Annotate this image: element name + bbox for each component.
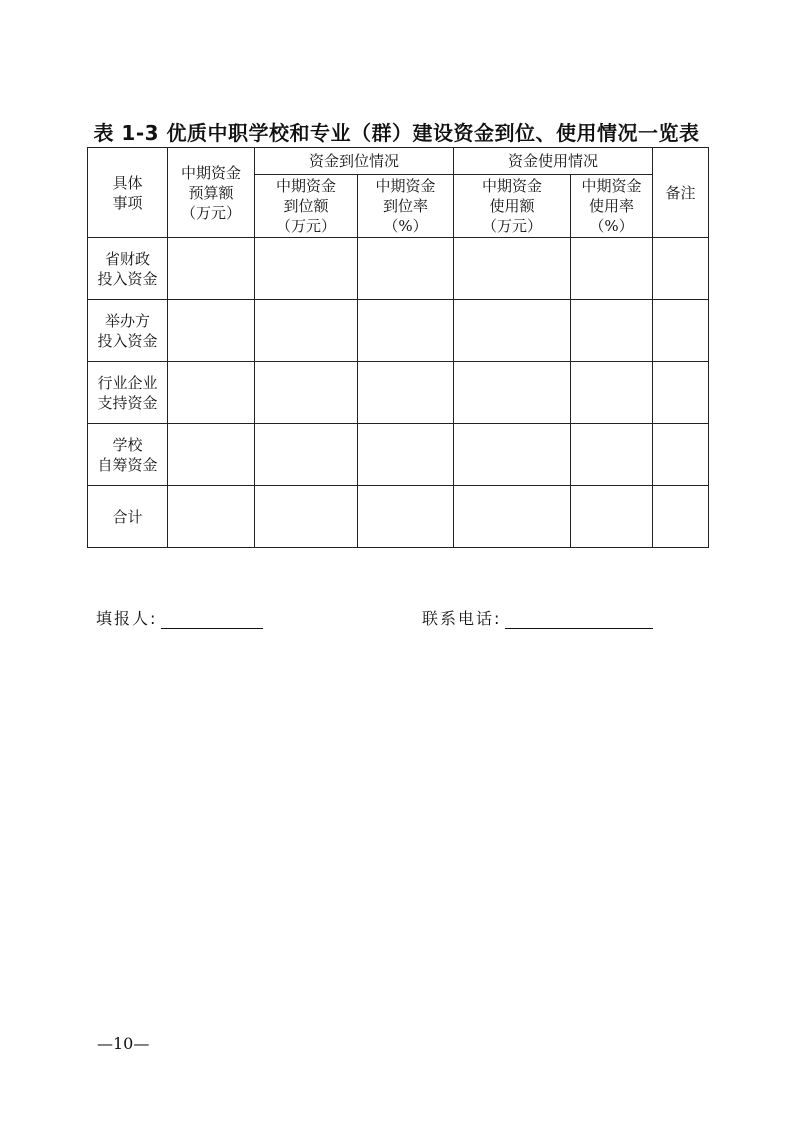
cell-remark[interactable] — [653, 486, 709, 548]
header-item: 具体 事项 — [88, 148, 168, 238]
header-arrival-amount: 中期资金 到位额 （万元） — [255, 175, 358, 238]
table-row-total — [88, 486, 709, 548]
phone-field — [422, 606, 653, 629]
fund-table — [87, 147, 709, 548]
cell-usage-rate[interactable] — [571, 300, 653, 362]
cell-usage-amount[interactable] — [454, 424, 571, 486]
row-label: 举办方 投入资金 — [88, 300, 168, 362]
header-usage-group: 资金使用情况 — [454, 148, 653, 175]
reporter-input-line[interactable] — [161, 610, 263, 629]
cell-budget[interactable] — [168, 486, 255, 548]
cell-remark[interactable] — [653, 300, 709, 362]
row-label: 合计 — [88, 486, 168, 548]
cell-remark[interactable] — [653, 424, 709, 486]
table-row — [88, 238, 709, 300]
cell-usage-rate[interactable] — [571, 238, 653, 300]
header-usage-rate: 中期资金 使用率 （%） — [571, 175, 653, 238]
cell-usage-amount[interactable] — [454, 300, 571, 362]
cell-usage-amount[interactable] — [454, 486, 571, 548]
header-usage-amount: 中期资金 使用额 （万元） — [454, 175, 571, 238]
row-label: 省财政 投入资金 — [88, 238, 168, 300]
cell-arrival-rate[interactable] — [358, 300, 454, 362]
cell-arrival-amount[interactable] — [255, 300, 358, 362]
table-row — [88, 300, 709, 362]
cell-usage-rate[interactable] — [571, 424, 653, 486]
cell-budget[interactable] — [168, 424, 255, 486]
cell-arrival-amount[interactable] — [255, 424, 358, 486]
cell-arrival-rate[interactable] — [358, 424, 454, 486]
cell-arrival-amount[interactable] — [255, 486, 358, 548]
header-arrival-group: 资金到位情况 — [255, 148, 454, 175]
reporter-label: 填报人: — [96, 609, 158, 628]
reporter-field — [96, 606, 263, 629]
cell-remark[interactable] — [653, 362, 709, 424]
header-remark: 备注 — [653, 148, 709, 238]
header-arrival-rate: 中期资金 到位率 （%） — [358, 175, 454, 238]
cell-arrival-rate[interactable] — [358, 362, 454, 424]
cell-usage-rate[interactable] — [571, 486, 653, 548]
cell-usage-rate[interactable] — [571, 362, 653, 424]
cell-arrival-rate[interactable] — [358, 238, 454, 300]
cell-budget[interactable] — [168, 362, 255, 424]
cell-remark[interactable] — [653, 238, 709, 300]
header-budget: 中期资金 预算额 （万元） — [168, 148, 255, 238]
page-number: —10— — [97, 1034, 150, 1053]
cell-usage-amount[interactable] — [454, 362, 571, 424]
cell-budget[interactable] — [168, 238, 255, 300]
cell-budget[interactable] — [168, 300, 255, 362]
cell-arrival-amount[interactable] — [255, 362, 358, 424]
cell-arrival-rate[interactable] — [358, 486, 454, 548]
phone-input-line[interactable] — [505, 610, 653, 629]
table-row — [88, 424, 709, 486]
row-label: 学校 自筹资金 — [88, 424, 168, 486]
table-row — [88, 362, 709, 424]
cell-usage-amount[interactable] — [454, 238, 571, 300]
row-label: 行业企业 支持资金 — [88, 362, 168, 424]
cell-arrival-amount[interactable] — [255, 238, 358, 300]
table-title: 表 1-3 优质中职学校和专业（群）建设资金到位、使用情况一览表 — [93, 121, 700, 145]
phone-label: 联系电话: — [422, 609, 502, 628]
